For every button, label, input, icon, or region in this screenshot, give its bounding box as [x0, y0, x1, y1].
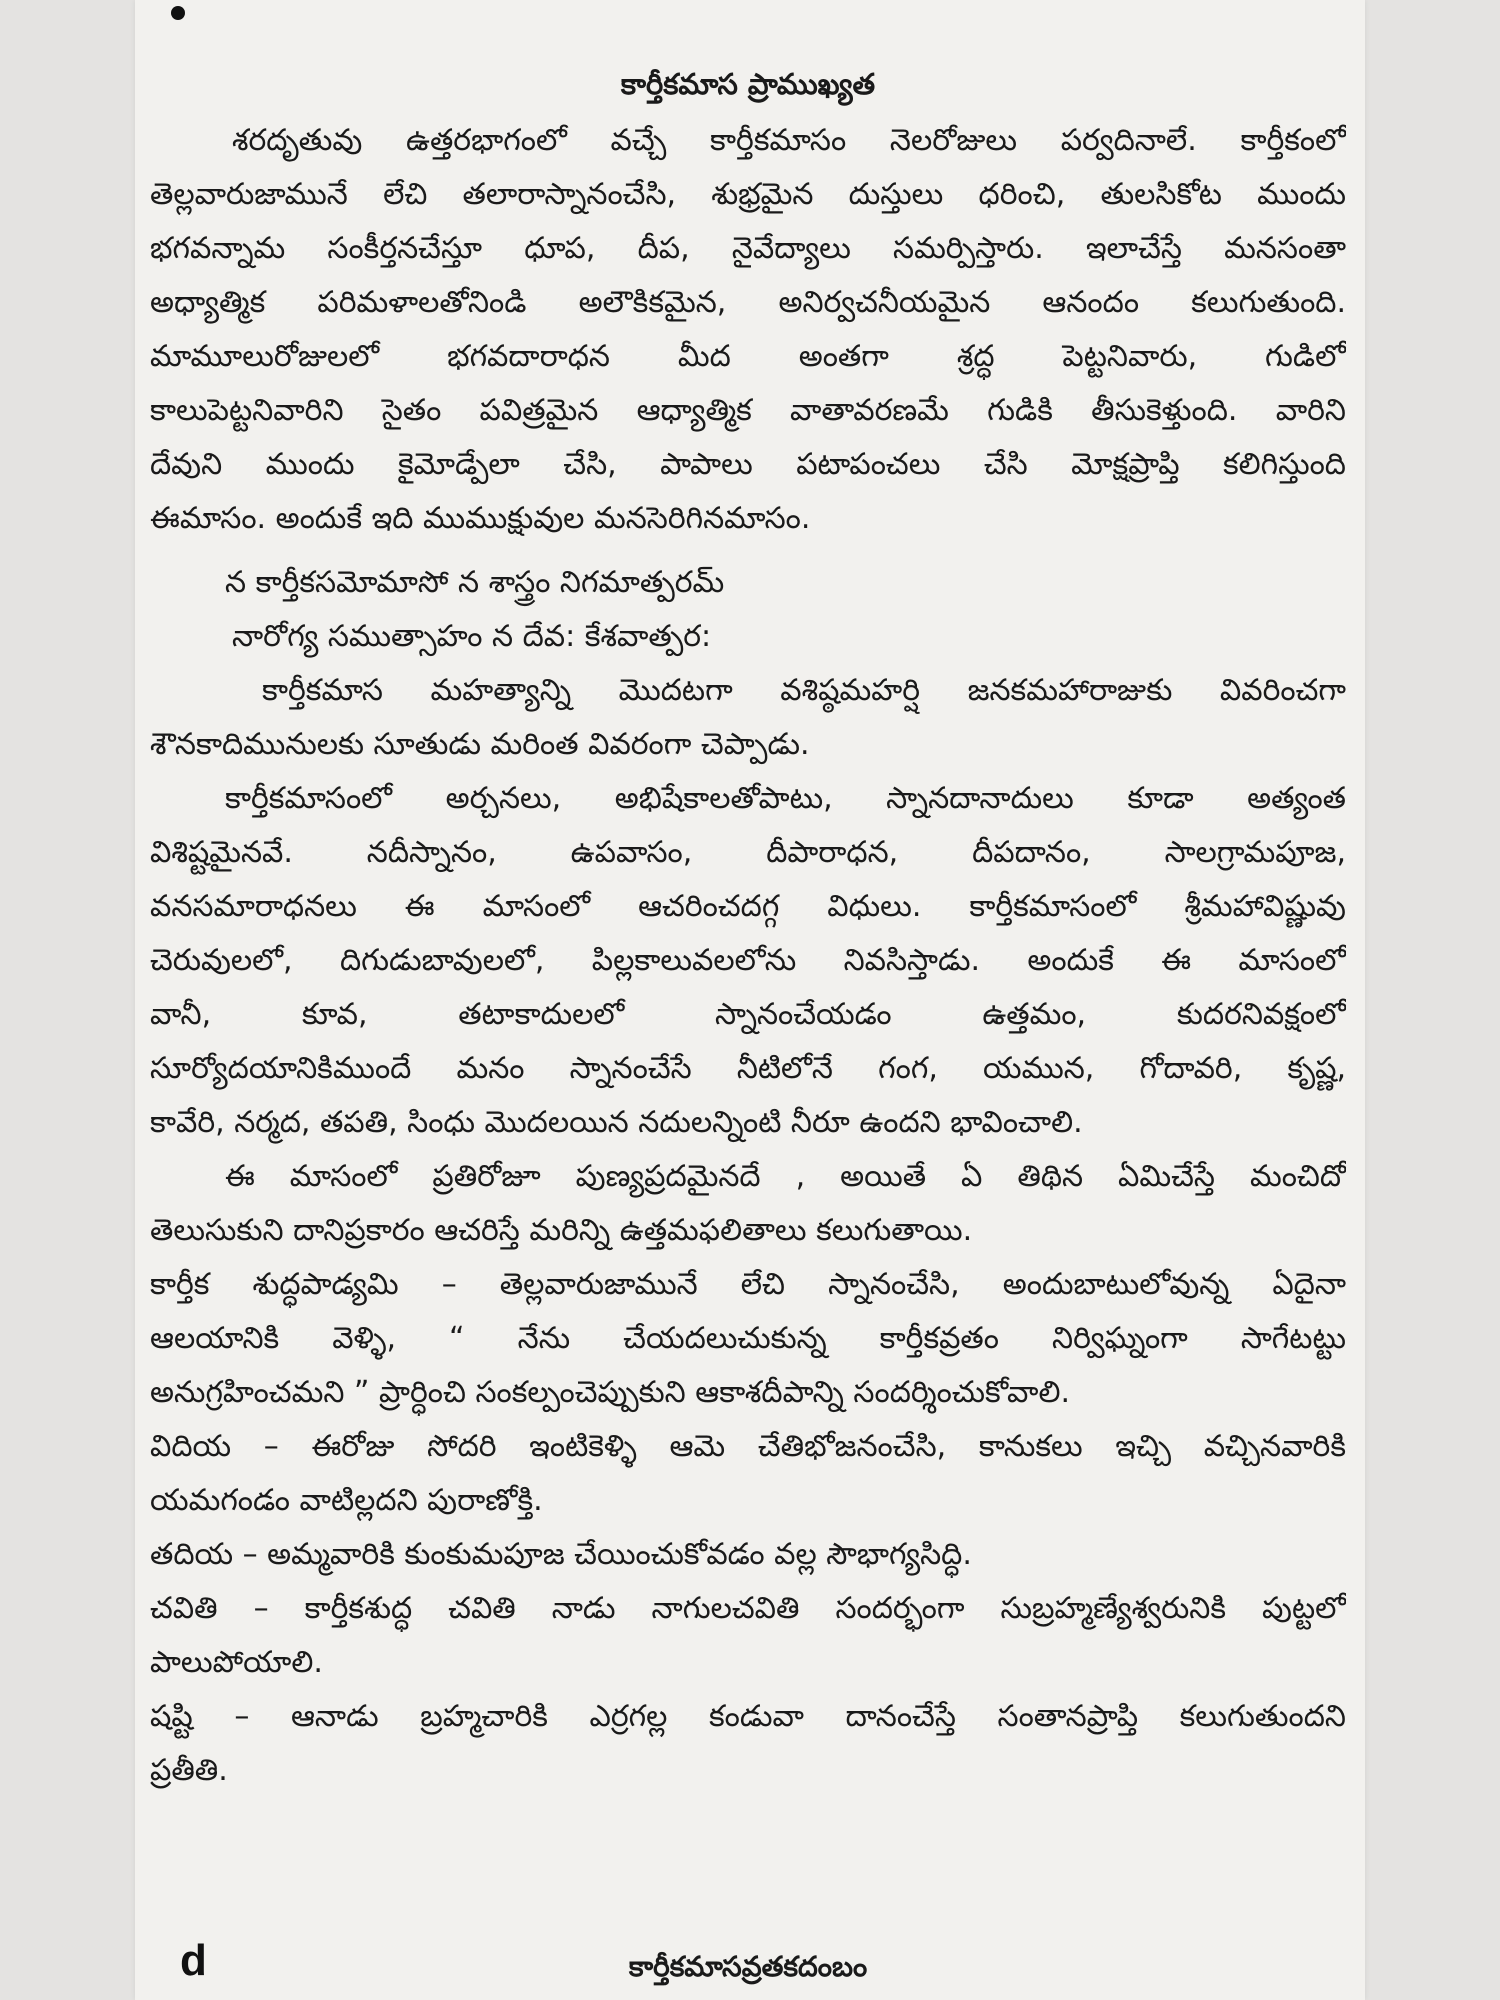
text-line: అధ్యాత్మిక పరిమళాలతోనిండి అలౌకికమైన, అనిర్వచనీయమైన ఆనందం కలుగుతుంది. — [150, 285, 1346, 320]
text-line: తెల్లవారుజామునే లేచి తలారాస్నానంచేసి, శుభ్రమైన దుస్తులు ధరించి, తులసికోట ముందు — [150, 177, 1346, 212]
text-line: కావేరి, నర్మద, తపతి, సింధు మొదలయిన నదులన్నింటి నీరూ ఉందని భావించాలి. — [150, 1105, 1083, 1140]
text-line: కార్తీకమాసంలో అర్చనలు, అభిషేకాలతోపాటు, స్నానదానాదులు కూడా అత్యంత — [225, 781, 1346, 816]
text-line: కార్తీకమాస మహత్యాన్ని మొదటగా వశిష్ఠమహర్షి జనకమహారాజుకు వివరించగా — [262, 673, 1346, 708]
tithi-entry: కార్తీక శుద్ధపాడ్యమి – తెల్లవారుజామునే లేచి స్నానంచేసి, అందుబాటులోవున్న ఏదైనా — [150, 1267, 1346, 1302]
page-title: కార్తీకమాస ప్రాముఖ్యత — [620, 67, 876, 101]
page-dot-mark — [171, 6, 185, 20]
text-line: కాలుపెట్టనివారిని సైతం పవిత్రమైన ఆధ్యాత్మిక వాతావరణమే గుడికి తీసుకెళ్తుంది. వారిని — [150, 393, 1346, 428]
verse-line: న కార్తీకసమోమాసో న శాస్త్రం నిగమాత్పరమ్ — [225, 565, 725, 600]
text-line: ఈమాసం. అందుకే ఇది ముముక్షువుల మనసెరిగినమాసం. — [150, 501, 811, 536]
text-line: విశిష్టమైనవే. నదీస్నానం, ఉపవాసం, దీపారాధన, దీపదానం, సాలగ్రామపూజ, — [150, 835, 1346, 870]
text-line: దేవుని ముందు కైమోడ్పేలా చేసి, పాపాలు పటాపంచలు చేసి మోక్షప్రాప్తి కలిగిస్తుంది — [150, 447, 1346, 482]
text-line: శౌనకాదిమునులకు సూతుడు మరింత వివరంగా చెప్పాడు. — [150, 727, 810, 762]
tithi-entry: షష్టి – ఆనాడు బ్రహ్మచారికి ఎర్రగల్ల కండువా దానంచేస్తే సంతానప్రాప్తి కలుగుతుందని — [150, 1699, 1346, 1734]
text-line: శరదృతువు ఉత్తరభాగంలో వచ్చే కార్తీకమాసం నెలరోజులు పర్వదినాలే. కార్తీకంలో — [232, 123, 1346, 158]
text-line: ప్రతీతి. — [150, 1753, 228, 1788]
tithi-entry: చవితి – కార్తీకశుద్ధ చవితి నాడు నాగులచవితి సందర్భంగా సుబ్రహ్మణ్యేశ్వరునికి పుట్టలో — [150, 1591, 1346, 1626]
text-line: భగవన్నామ సంకీర్తనచేస్తూ ధూప, దీప, నైవేద్యాలు సమర్పిస్తారు. ఇలాచేస్తే మనసంతా — [150, 231, 1346, 266]
verse-line: నారోగ్య సముత్సాహం న దేవ: కేశవాత్పర: — [232, 619, 712, 654]
text-line: అనుగ్రహించమని ” ప్రార్ధించి సంకల్పంచెప్పుకుని ఆకాశదీపాన్ని సందర్శించుకోవాలి. — [150, 1375, 1071, 1410]
text-line: యమగండం వాటిల్లదని పురాణోక్తి. — [150, 1483, 543, 1518]
tithi-entry: తదియ – అమ్మవారికి కుంకుమపూజ చేయించుకోవడం వల్ల సౌభాగ్యసిద్ధి. — [150, 1537, 972, 1572]
text-line: సూర్యోదయానికిముందే మనం స్నానంచేసే నీటిలోనే గంగ, యమున, గోదావరి, కృష్ణ, — [150, 1051, 1346, 1086]
text-line: వానీ, కూవ, తటాకాదులలో స్నానంచేయడం ఉత్తమం, కుదరనివక్షంలో — [150, 997, 1346, 1032]
text-line: తెలుసుకుని దానిప్రకారం ఆచరిస్తే మరిన్ని ఉత్తమఫలితాలు కలుగుతాయి. — [150, 1213, 973, 1248]
text-line: ఆలయానికి వెళ్ళి, “ నేను చేయదలుచుకున్న కార్తీకవ్రతం నిర్విఘ్నంగా సాగేటట్టు — [150, 1321, 1346, 1356]
tithi-entry: విదియ – ఈరోజు సోదరి ఇంటికెళ్ళి ఆమె చేతిభోజనంచేసి, కానుకలు ఇచ్చి వచ్చినవారికి — [150, 1429, 1346, 1464]
text-line: ఈ మాసంలో ప్రతిరోజూ పుణ్యప్రదమైనదే , అయితే ఏ తిథిన ఏమిచేస్తే మంచిదో — [225, 1159, 1346, 1194]
page-footer-title: కార్తీకమాసవ్రతకదంబం — [628, 1950, 868, 1983]
text-line: వనసమారాధనలు ఈ మాసంలో ఆచరించదగ్గ విధులు. కార్తీకమాసంలో శ్రీమహావిష్ణువు — [150, 889, 1346, 924]
page-footer-letter: d — [180, 1936, 207, 1985]
text-line: చెరువులలో, దిగుడుబావులలో, పిల్లకాలువలలోను నివసిస్తాడు. అందుకే ఈ మాసంలో — [150, 943, 1346, 978]
text-line: మామూలురోజులలో భగవదారాధన మీద అంతగా శ్రద్ధ పెట్టనివారు, గుడిలో — [150, 339, 1346, 374]
page-content — [150, 58, 1346, 1798]
text-line: పాలుపోయాలి. — [150, 1645, 323, 1680]
